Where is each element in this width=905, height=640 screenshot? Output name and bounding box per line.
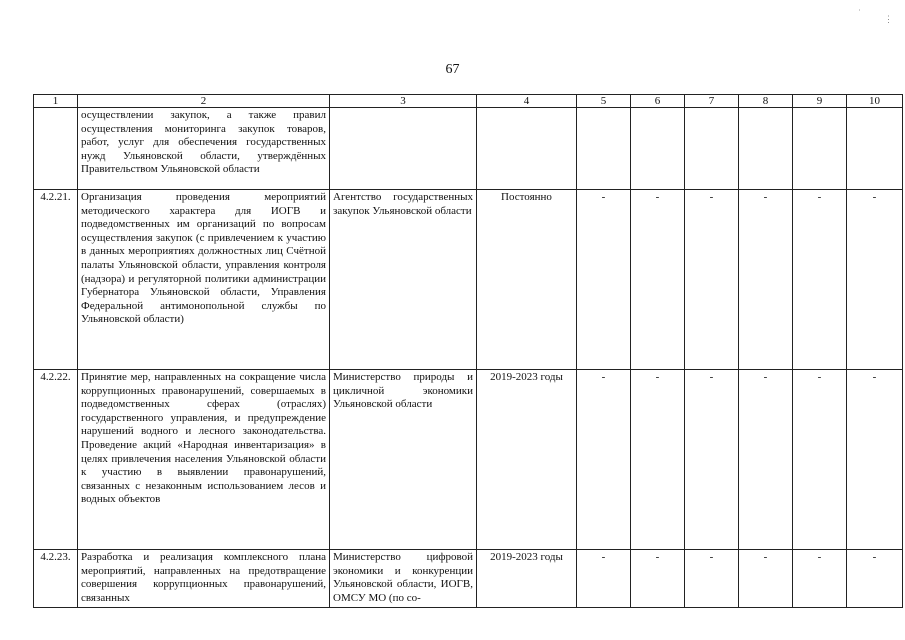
scan-mark-top-right: ˙	[858, 8, 861, 18]
col-header-6: 6	[631, 95, 685, 108]
page-number: 67	[445, 62, 460, 77]
table-row-continuation	[34, 108, 903, 190]
cell-period: 2019-2023 годы	[477, 370, 577, 550]
cell-col5: -	[577, 550, 631, 608]
cell-num	[34, 108, 78, 190]
cell-col5: -	[577, 370, 631, 550]
cell-col8	[739, 108, 793, 190]
cell-period: 2019-2023 годы	[477, 550, 577, 608]
col-header-9: 9	[793, 95, 847, 108]
cell-col7: -	[685, 190, 739, 370]
cell-col6	[631, 108, 685, 190]
cell-col9: -	[793, 370, 847, 550]
cell-col5	[577, 108, 631, 190]
cell-period	[477, 108, 577, 190]
cell-responsible: Министерство цифровой экономики и конкуренции Ульяновской области, ИОГВ, ОМСУ МО (по со-	[330, 550, 477, 608]
cell-description: Организация проведения мероприятий методического характера для ИОГВ и подведомственных им организаций по вопросам осуществления закупок (с привлечением к участию в данных мероприятиях должностных лиц Счётной палаты Ульяновской области, управления контроля (надзора) и регуляторной политики администрации Губернатора Ульяновской области, Управления Федеральной антимонопольной службы по Ульяновской области)	[78, 190, 330, 370]
col-header-4: 4	[477, 95, 577, 108]
cell-col10: -	[847, 190, 903, 370]
cell-col9: -	[793, 190, 847, 370]
cell-col9	[793, 108, 847, 190]
col-header-10: 10	[847, 95, 903, 108]
col-header-1: 1	[34, 95, 78, 108]
cell-col7: -	[685, 550, 739, 608]
col-header-7: 7	[685, 95, 739, 108]
cell-col8: -	[739, 370, 793, 550]
anticorruption-plan-table	[33, 94, 903, 608]
table-row	[34, 190, 903, 370]
header-row	[34, 95, 903, 108]
cell-col10: -	[847, 370, 903, 550]
cell-col10	[847, 108, 903, 190]
cell-responsible: Агентство государственных закупок Ульяновской области	[330, 190, 477, 370]
cell-col7	[685, 108, 739, 190]
cell-col6: -	[631, 550, 685, 608]
cell-col6: -	[631, 370, 685, 550]
scan-mark-right: ⋮	[884, 14, 893, 24]
cell-col5: -	[577, 190, 631, 370]
cell-col8: -	[739, 190, 793, 370]
table-row	[34, 550, 903, 608]
cell-period: Постоянно	[477, 190, 577, 370]
cell-col9: -	[793, 550, 847, 608]
cell-col8: -	[739, 550, 793, 608]
col-header-3: 3	[330, 95, 477, 108]
cell-description: Разработка и реализация комплексного плана мероприятий, направленных на предотвращение совершения коррупционных правонарушений, связанных	[78, 550, 330, 608]
cell-num: 4.2.22.	[34, 370, 78, 550]
cell-description: Принятие мер, направленных на сокращение числа коррупционных правонарушений, совершаемых в подведомственных сферах (отраслях) государственного управления, и предупреждение нарушений водного и лесного законодательства. Проведение акций «Народная инвентаризация» в целях привлечения населения Ульяновской области к участию в выявлении правонарушений, связанных с незаконным использованием лесов и водных объектов	[78, 370, 330, 550]
cell-description: осуществлении закупок, а также правил осуществления мониторинга закупок товаров, работ, услуг для обеспечения государственных нужд Ульяновской области, утверждённых Правительством Ульяновской области	[78, 108, 330, 190]
cell-col10: -	[847, 550, 903, 608]
cell-col6: -	[631, 190, 685, 370]
cell-num: 4.2.21.	[34, 190, 78, 370]
col-header-5: 5	[577, 95, 631, 108]
cell-responsible	[330, 108, 477, 190]
table-row	[34, 370, 903, 550]
cell-num: 4.2.23.	[34, 550, 78, 608]
col-header-2: 2	[78, 95, 330, 108]
col-header-8: 8	[739, 95, 793, 108]
cell-col7: -	[685, 370, 739, 550]
cell-responsible: Министерство природы и цикличной экономики Ульяновской области	[330, 370, 477, 550]
